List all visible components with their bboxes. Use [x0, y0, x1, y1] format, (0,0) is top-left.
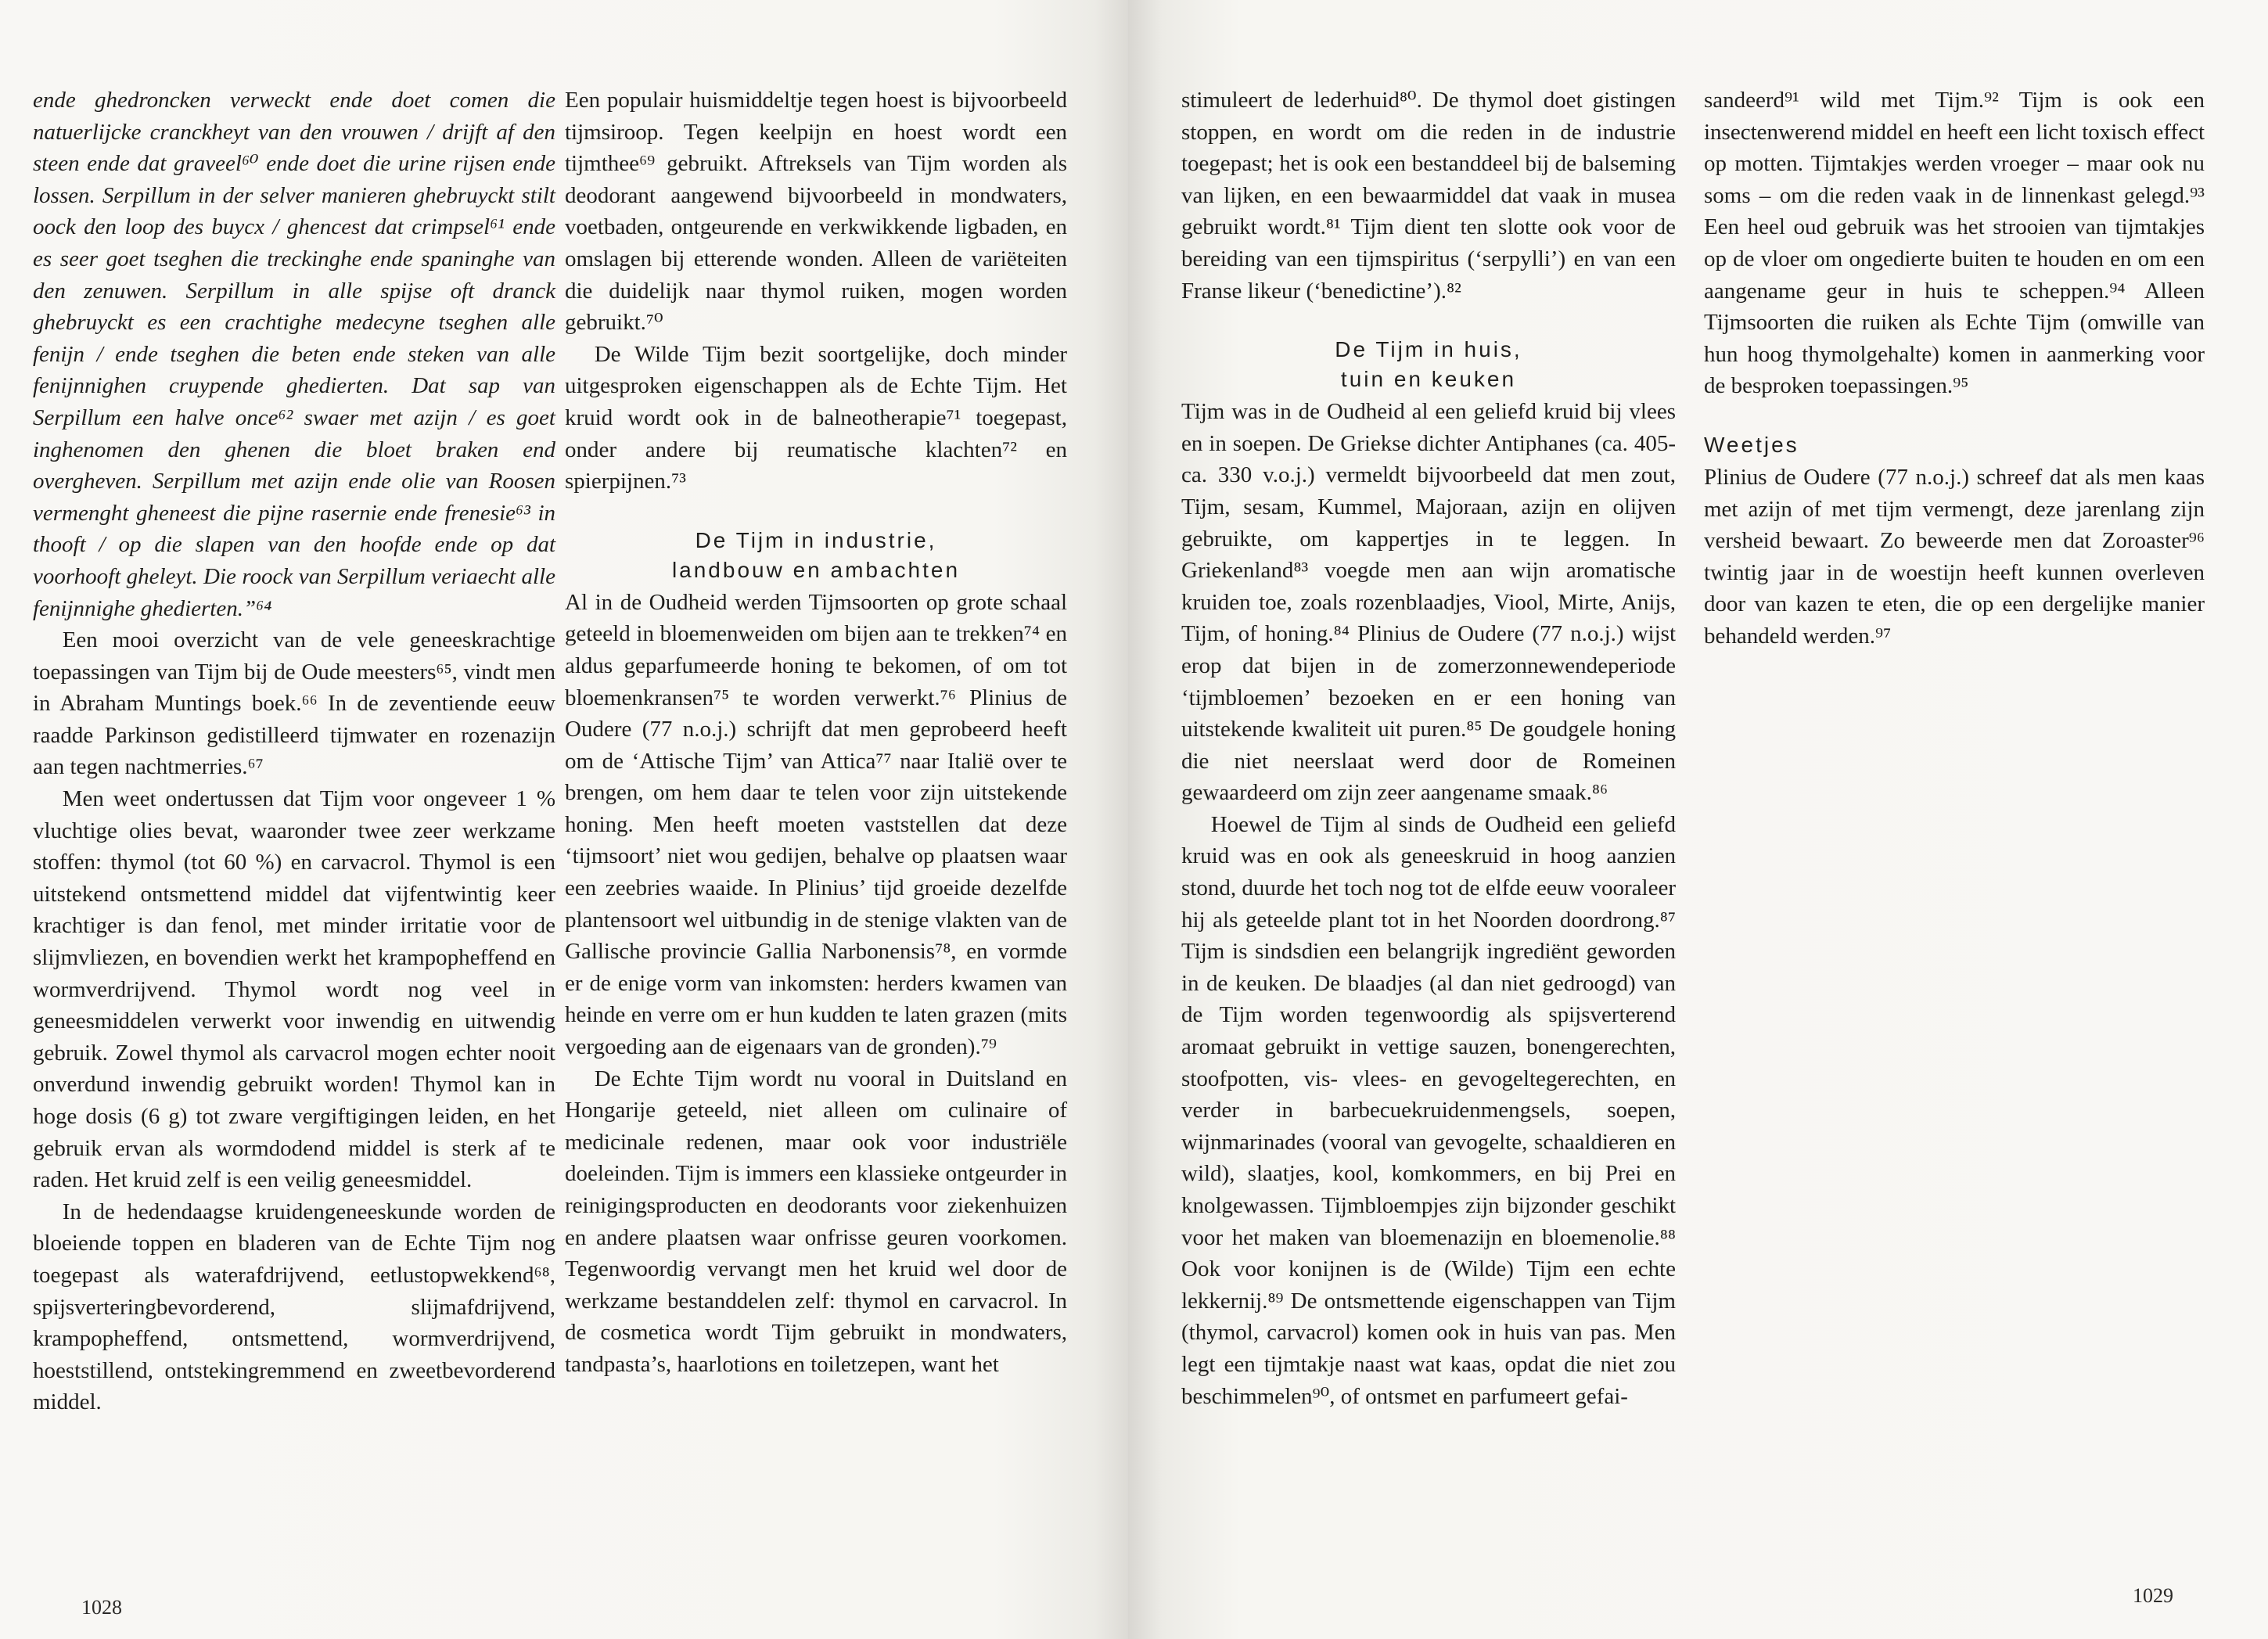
right-page-column-2 — [1704, 84, 2205, 652]
paragraph: Men weet ondertussen dat Tijm voor ongeveer 1 % vluchtige olies bevat, waaronder twee zeer werkzame stoffen: thymol (tot 60 %) en carvacrol. Thymol is een uitstekend ontsmettend middel dat vijfentwintig keer krachtiger is dan fenol, met minder irritatie voor de slijmvliezen, en bovendien werkt het krampopheffend en wormverdrijvend. Thymol wordt nog veel in geneesmiddelen verwerkt voor inwendig en uitwendig gebruik. Zowel thymol als carvacrol mogen echter nooit onverdund inwendig gebruikt worden! Thymol kan in hoge dosis (6 g) tot zware vergiftigingen leiden, en het gebruik ervan als wormdodend middel is sterk af te raden. Het kruid zelf is een veilig geneesmiddel. — [33, 786, 555, 1193]
page-number: 1029 — [2133, 1584, 2173, 1607]
right-page — [1128, 0, 2268, 1639]
paragraph: stimuleert de lederhuid⁸⁰. De thymol doet gistingen stoppen, en wordt om die reden in de industrie toegepast; het is ook een bestanddeel bij de balseming van lijken, en een bewaarmiddel dat vaak in musea gebruikt wordt.⁸¹ Tijm dient ten slotte ook voor de bereiding van een tijmspiritus (‘serpylli’) en van een Franse likeur (‘benedictine’).⁸² — [1181, 88, 1676, 304]
section-heading-line: tuin en keuken — [1340, 367, 1517, 392]
page-number: 1028 — [81, 1596, 122, 1619]
paragraph: Al in de Oudheid werden Tijmsoorten op grote schaal geteeld in bloemenweiden om bijen aan te trekken⁷⁴ en aldus geparfumeerde honing te bekomen, of om tot bloemenkransen⁷⁵ te worden verwerkt.⁷⁶ Plinius de Oudere (77 n.o.j.) schrijft dat men geprobeerd heeft om de ‘Attische Tijm’ van Attica⁷⁷ naar Italië over te brengen, om hem daar te telen voor zijn uitstekende honing. Men heeft moeten vaststellen dat deze ‘tijmsoort’ niet wou gedijen, behalve op plaatsen waar een zeebries waaide. In Plinius’ tijd groeide dezelfde plantensoort wel uitbundig in de stenige vlakten van de Gallische provincie Gallia Narbonensis⁷⁸, en vormde er de enige vorm van inkomsten: herders kwamen van heinde en verre om er hun kudden te laten grazen (mits vergoeding aan de eigenaars van de gronden).⁷⁹ — [565, 589, 1067, 1060]
paragraph: De Echte Tijm wordt nu vooral in Duitsland en Hongarije geteeld, niet alleen om culinaire of medicinale redenen, maar ook voor industriële doeleinden. Tijm is immers een klassieke ontgeurder in reinigingsproducten en deodorants voor ziekenhuizen en andere plaatsen waar onfrisse geuren voorkomen. Tegenwoordig vervangt men het kruid wel door de werkzame bestanddelen zelf: thymol en carvacrol. In de cosmetica wordt Tijm gebruikt in mondwaters, tandpasta’s, haarlotions en toiletzepen, want het — [565, 1066, 1067, 1377]
section-heading-house — [1181, 335, 1676, 394]
section-heading-industry — [565, 526, 1067, 585]
paragraph: sandeerd⁹¹ wild met Tijm.⁹² Tijm is ook een insectenwerend middel en heeft een licht toxisch effect op motten. Tijmtakjes werden vroeger – maar ook nu soms – om die reden vaak in de linnenkast gelegd.⁹³ Een heel oud gebruik was het strooien van tijmtakjes op de vloer om ongedierte buiten te houden en om een aangename geur in huis te scheppen.⁹⁴ Alleen Tijmsoorten die ruiken als Echte Tijm (omwille van hun hoog thymolgehalte) komen in aanmerking voor de besproken toepassingen.⁹⁵ — [1704, 88, 2205, 399]
left-page — [0, 0, 1128, 1639]
section-heading-line: Weetjes — [1704, 432, 1799, 457]
paragraph: In de hedendaagse kruidengeneeskunde worden de bloeiende toppen en bladeren van de Echte Tijm nog toegepast als waterafdrijvend, eetlustopwekkend⁶⁸, spijsverteringbevorderend, slijmafdrijvend, krampopheffend, ontsmettend, wormverdrijvend, hoeststillend, ontstekingremmend en zweetbevorderend middel. — [33, 1199, 555, 1415]
paragraph: De Wilde Tijm bezit soortgelijke, doch minder uitgesproken eigenschappen als de Echte Tijm. Het kruid wordt ook in de balneotherapie⁷¹ toegepast, onder andere bij reumatische klachten⁷² en spierpijnen.⁷³ — [565, 341, 1067, 494]
section-heading-line: De Tijm in industrie, — [695, 527, 937, 552]
left-page-column-2 — [565, 84, 1067, 1381]
section-heading-weetjes — [1704, 430, 2205, 460]
paragraph: Een mooi overzicht van de vele geneeskrachtige toepassingen van Tijm bij de Oude meesters⁶⁵, vindt men in Abraham Muntings boek.⁶⁶ In de zeventiende eeuw raadde Parkinson gedistilleerd tijmwater en rozenazijn aan tegen nachtmerries.⁶⁷ — [33, 627, 555, 780]
section-heading-line: De Tijm in huis, — [1335, 337, 1522, 362]
section-heading-line: landbouw en ambachten — [671, 557, 961, 582]
paragraph: Tijm was in de Oudheid al een geliefd kruid bij vlees en in soepen. De Griekse dichter Antiphanes (ca. 405-ca. 330 v.o.j.) vermeldt bijvoorbeeld dat men zout, Tijm, sesam, Kummel, Majoraan, azijn en olijven gebruikte, om kappertjes in te leggen. In Griekenland⁸³ voegde men aan wijn aromatische kruiden toe, zoals rozenblaadjes, Viool, Mirte, Anijs, Tijm, of honing.⁸⁴ Plinius de Oudere (77 n.o.j.) wijst erop dat bijen in de zomerzonnewendeperiode ‘tijmbloemen’ bezoeken en er een honing van uitstekende kwaliteit uit puren.⁸⁵ De goudgele honing die niet neerslaat werd door de Romeinen gewaardeerd om zijn zeer aangename smaak.⁸⁶ — [1181, 399, 1676, 806]
paragraph: Een populair huismiddeltje tegen hoest is bijvoorbeeld tijmsiroop. Tegen keelpijn en hoest wordt een tijmthee⁶⁹ gebruikt. Aftreksels van Tijm worden als deodorant aangewend bijvoorbeeld in mondwaters, voetbaden, ontgeurende en verkwikkende ligbaden, en omslagen bij etterende wonden. Alleen de variëteiten die duidelijk naar thymol ruiken, mogen worden gebruikt.⁷⁰ — [565, 88, 1067, 336]
paragraph: Hoewel de Tijm al sinds de Oudheid een geliefd kruid was en ook als geneeskruid in hoog aanzien stond, duurde het toch nog tot de elfde eeuw vooraleer hij als geteelde plant tot in het Noorden doordrong.⁸⁷ Tijm is sindsdien een belangrijk ingrediënt geworden in de keuken. De blaadjes (al dan niet gedroogd) van de Tijm worden tegenwoordig als spijsverterend aromaat gebruikt in vettige sauzen, bonengerechten, stoofpotten, vis- vlees- en gevogeltegerechten, en verder in barbecuekruidenmengsels, soepen, wijnmarinades (vooral van gevogelte, schaaldieren en wild), slaatjes, kool, komkommers, en bij Prei en knolgewassen. Tijmbloempjes zijn bijzonder geschikt voor het maken van bloemenazijn en bloemenolie.⁸⁸ Ook voor konijnen is de (Wilde) Tijm een echte lekkernij.⁸⁹ De ontsmettende eigenschappen van Tijm (thymol, carvacrol) komen ook in huis van pas. Men legt een tijmtakje naast wat kaas, opdat die niet zou beschimmelen⁹⁰, of ontsmet en parfumeert gefai- — [1181, 811, 1676, 1409]
paragraph: Plinius de Oudere (77 n.o.j.) schreef dat als men kaas met azijn of met tijm vermengt, deze jarenlang zijn versheid bewaart. Zo beweerde men dat Zoroaster⁹⁶ twintig jaar in de woestijn heeft kunnen overleven door van kazen te eten, die op een dergelijke manier behandeld werden.⁹⁷ — [1704, 464, 2205, 649]
left-page-column-1 — [33, 84, 555, 1418]
right-page-column-1 — [1181, 84, 1676, 1412]
historical-quote: ende ghedroncken verweckt ende doet comen die natuerlijcke cranckheyt van den vrouwen / drijft af den steen ende dat graveel⁶⁰ ende doet die urine rijsen ende lossen. Serpillum in der selver manieren ghebruyckt stilt oock den loop des buycx / ghencest dat crimpsel⁶¹ ende es seer goet tseghen die treckinghe ende spaninghe van den zenuwen. Serpillum in alle spijse oft dranck ghebruyckt es een crachtighe medecyne tseghen alle fenijn / ende tseghen die beten ende steken van alle fenijnnighen cruypende ghedierten. Dat sap van Serpillum een halve once⁶² swaer met azijn / es goet inghenomen den ghenen die bloet braken end overgheven. Serpillum met azijn ende olie van Roosen vermenght gheneest die pijne rasernie ende frenesie⁶³ in thooft / op die slapen van den hoofde ende op dat voorhooft gheleyt. Die roock van Serpillum veriaecht alle fenijnnighe ghedierten.”⁶⁴ — [33, 88, 555, 621]
